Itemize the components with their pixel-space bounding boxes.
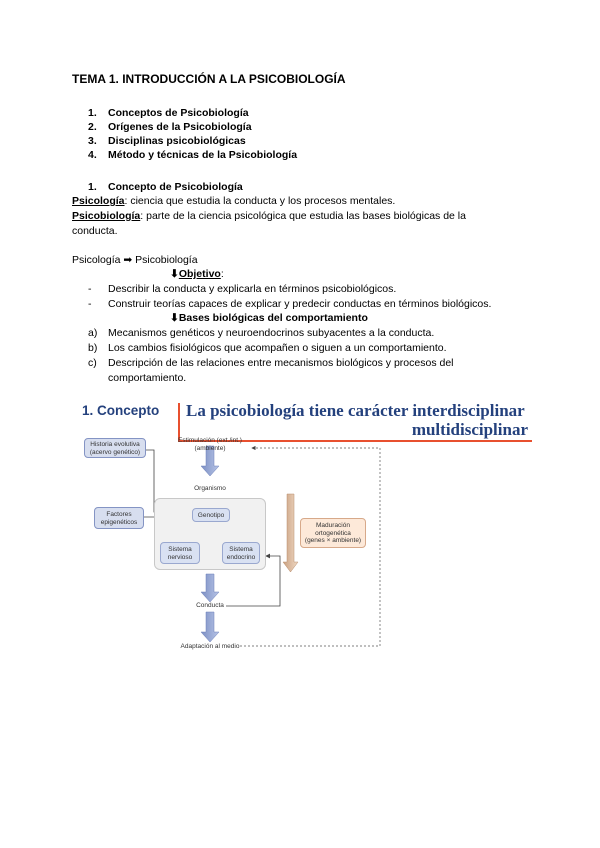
page-title: TEMA 1. INTRODUCCIÓN A LA PSICOBIOLOGÍA [72,72,346,86]
maduracion-ortogenetica-box: Maduración ortogenética (genes × ambiente) [300,518,366,548]
banner-line-2: multidisciplinar [411,420,528,439]
list-item: - Construir teorías capaces de explicar y predecir conductas en términos biológicos. [88,298,492,310]
list-item: a) Mecanismos genéticos y neuroendocrinos subyacentes a la conducta. [88,327,435,339]
factores-epigeneticos-box: Factores epigenéticos [94,507,144,529]
list-item: 1. Conceptos de Psicobiología [88,107,249,119]
sistema-nervioso-box: Sistema nervioso [160,542,200,564]
down-arrow-icon: ⬇ [170,312,179,324]
figure-heading: 1. Concepto [82,403,160,418]
definition-psicobiologia: Psicobiología: parte de la ciencia psicológica que estudia las bases biológicas de la [72,210,466,222]
estimulacion-label: Estimulación (ext./int.) (ambiente) [178,437,242,452]
down-arrow-icon: ⬇ [170,268,179,280]
banner-line-1: La psicobiología tiene carácter interdisciplinar [186,401,525,420]
section-heading: 1. Concepto de Psicobiología [88,181,243,193]
organismo-label: Organismo [194,485,226,492]
list-item: 2. Orígenes de la Psicobiología [88,121,252,133]
list-item: 4. Método y técnicas de la Psicobiología [88,149,298,161]
genotipo-box: Genotipo [192,508,230,522]
adaptacion-label: Adaptación al medio [180,643,240,650]
list-item-continuation: comportamiento. [108,372,187,384]
flow-line: Psicología ➡ Psicobiología [72,254,198,266]
definition-psicologia: Psicología: ciencia que estudia la conducta y los procesos mentales. [72,195,396,207]
conducta-label: Conducta [196,602,224,609]
list-item: c) Descripción de las relaciones entre mecanismos biológicos y procesos del [88,357,454,369]
list-item: 3. Disciplinas psicobiológicas [88,135,246,147]
list-item: - Describir la conducta y explicarla en términos psicobiológicos. [88,283,397,295]
objetivo-heading: ⬇Objetivo: [170,268,224,280]
index-list [88,106,297,162]
historia-evolutiva-box: Historia evolutiva (acervo genético) [84,438,146,458]
psychobiology-diagram [80,432,400,656]
list-item: b) Los cambios fisiológicos que acompañen o siguen a un comportamiento. [88,342,447,354]
definition-continuation: conducta. [72,225,118,237]
bases-heading: ⬇Bases biológicas del comportamiento [170,312,368,324]
sistema-endocrino-box: Sistema endocrino [222,542,260,564]
